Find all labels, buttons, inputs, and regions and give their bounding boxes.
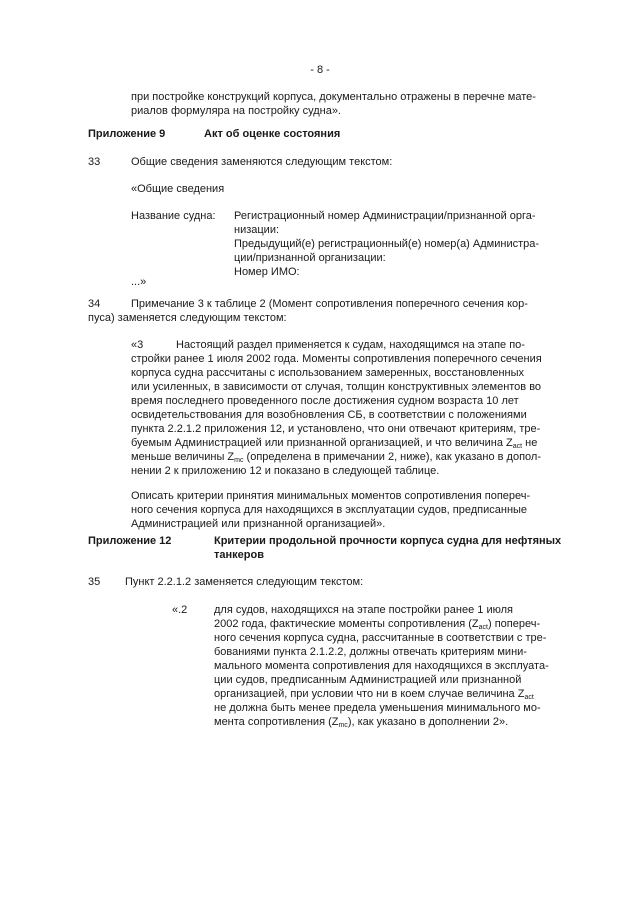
intro-line: при постройке конструкций корпуса, документально отражены в перечне мате- xyxy=(131,91,536,103)
ship-name-label: Название судна: xyxy=(131,210,216,222)
zact-subscript: act xyxy=(478,624,488,631)
note-line: освидетельствования для возобновления СБ, в соответствии с положениями xyxy=(131,409,527,421)
sub-line: мального момента сопротивления для находящихся в эксплуата- xyxy=(214,660,549,672)
sub-text: ), как указано в дополнении 2». xyxy=(347,716,509,728)
criteria-line: ного сечения корпуса для находящихся в эксплуатации судов, предписанные xyxy=(131,504,528,516)
sub-line: для судов, находящихся на этапе постройки ранее 1 июля xyxy=(214,604,513,616)
sub-line xyxy=(214,715,554,729)
sub-line: ного сечения корпуса судна, рассчитанные в соответствии с тре- xyxy=(214,632,547,644)
zact-subscript: act xyxy=(512,443,523,450)
intro-paragraph xyxy=(131,90,559,118)
note-line: корпуса судна рассчитаны с использованием замеренных, восстановленных xyxy=(131,367,525,379)
note-line: Настоящий раздел применяется к судам, находящимся на этапе по- xyxy=(176,339,525,351)
annex9-label: Приложение 9 xyxy=(88,128,166,140)
registration-line: низации: xyxy=(234,224,280,236)
registration-line: Предыдущий(е) регистрационный(е) номер(а) Администра- xyxy=(234,238,540,250)
intro-line: риалов формуляра на постройку судна». xyxy=(131,105,341,117)
note-number: «3 xyxy=(131,339,144,351)
registration-line: ции/признанной организации: xyxy=(234,252,386,264)
item33-number: 33 xyxy=(88,156,101,168)
sub-line: не должна быть менее предела уменьшения минимального мо- xyxy=(214,702,541,714)
note-paragraph xyxy=(131,338,559,478)
sub-line: ции судов, предписанным Администрацией или признанной xyxy=(214,674,522,686)
subparagraph-text xyxy=(214,603,554,729)
note-text: меньше величины Z xyxy=(131,451,235,463)
item34-paragraph xyxy=(88,297,560,325)
registration-line: Номер ИМО: xyxy=(234,266,300,278)
registration-block xyxy=(234,209,560,279)
zmc-subscript: mc xyxy=(338,722,348,729)
registration-line: Регистрационный номер Администрации/признанной орга- xyxy=(234,210,536,222)
note-line: нении 2 к приложению 12 и показано в следующей таблице. xyxy=(131,465,440,477)
criteria-line: Администрацией или признанной организацией». xyxy=(131,518,386,530)
sub-line xyxy=(214,617,554,631)
annex12-title-line: танкеров xyxy=(214,549,264,561)
note-line: пункта 2.2.1.2 приложения 12, и установлено, что они отвечают критериям, тре- xyxy=(131,423,541,435)
zmc-subscript: mc xyxy=(234,457,244,464)
sub-text: организацией, при условии что ни в коем случае величина Z xyxy=(214,688,525,700)
annex9-title: Акт об оценке состояния xyxy=(204,128,341,140)
item34-line: Примечание 3 к таблице 2 (Момент сопротивления поперечного сечения кор- xyxy=(131,298,528,310)
sub-text: ) попереч- xyxy=(487,618,541,630)
subparagraph-number: «.2 xyxy=(172,604,188,616)
item33-text: Общие сведения заменяются следующим текстом: xyxy=(131,156,393,168)
note-line xyxy=(131,450,559,464)
note-text: (определена в примечании 2, ниже), как указано в допол- xyxy=(243,451,541,463)
note-line: или усиленных, в зависимости от случая, толщин конструктивных элементов во xyxy=(131,381,542,393)
zact-subscript: act xyxy=(524,694,534,701)
note-line: время последнего проведенного после достижения судном возраста 10 лет xyxy=(131,395,519,407)
sub-text: мента сопротивления (Z xyxy=(214,716,339,728)
sub-line: бованиями пункта 2.1.2.2, должны отвечать критериям мини- xyxy=(214,646,527,658)
page-number: - 8 - xyxy=(310,64,330,76)
sub-text: 2002 года, фактические моменты сопротивления (Z xyxy=(214,618,479,630)
item35-text: Пункт 2.2.1.2 заменяется следующим текстом: xyxy=(125,576,364,588)
note-text: не xyxy=(522,437,538,449)
item33-closing: ...» xyxy=(131,276,147,288)
note-line: стройки ранее 1 июля 2002 года. Моменты сопротивления поперечного сечения xyxy=(131,353,542,365)
note-text: буемым Администрацией или признанной организацией, и что величина Z xyxy=(131,437,513,449)
item34-line: пуса) заменяется следующим текстом: xyxy=(88,312,287,324)
annex12-label: Приложение 12 xyxy=(88,535,172,547)
note-line xyxy=(131,436,559,450)
criteria-line: Описать критерии принятия минимальных моментов сопротивления попереч- xyxy=(131,490,531,502)
item33-quote-title: «Общие сведения xyxy=(131,183,225,195)
annex12-title-line: Критерии продольной прочности корпуса судна для нефтяных xyxy=(214,535,562,547)
criteria-paragraph xyxy=(131,489,559,531)
sub-line xyxy=(214,687,554,701)
item34-number: 34 xyxy=(88,298,101,310)
item35-number: 35 xyxy=(88,576,101,588)
annex12-title xyxy=(214,534,561,562)
